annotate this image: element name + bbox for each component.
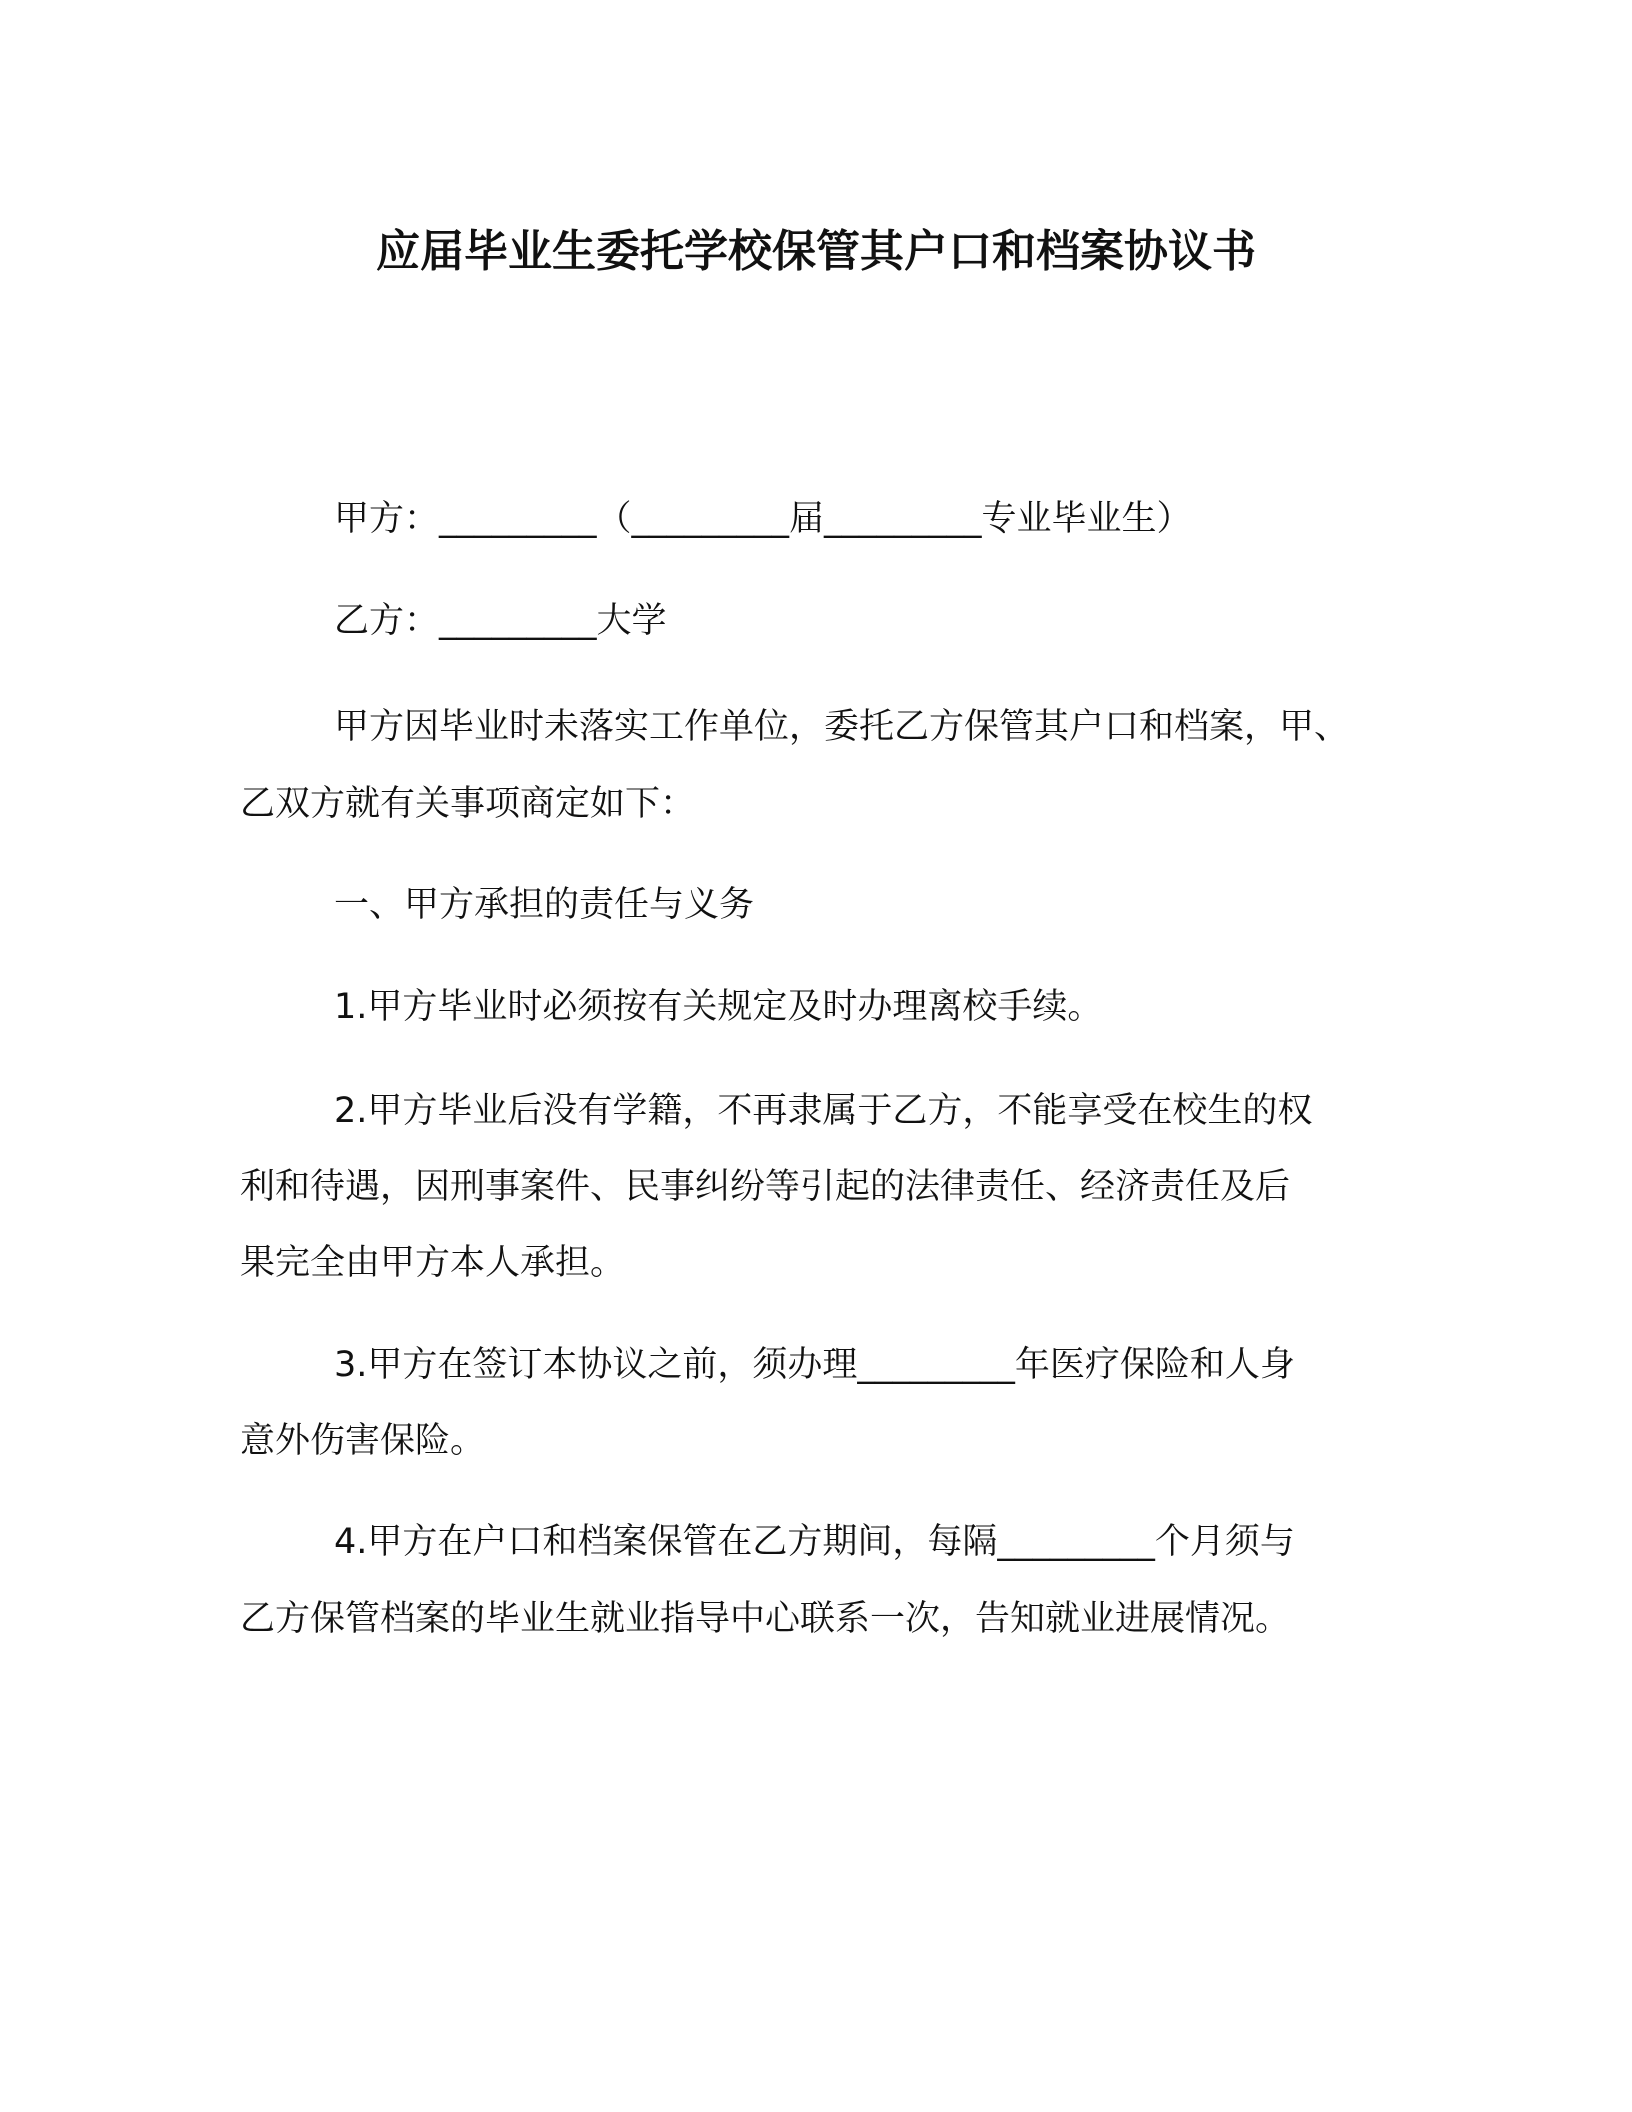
- clause-2-line-2: 利和待遇，因刑事案件、民事纠纷等引起的法律责任、经济责任及后: [240, 1167, 1291, 1207]
- clause-2-line-3: 果完全由甲方本人承担。: [240, 1243, 626, 1283]
- party-a-line: 甲方：_________（_________届_________专业毕业生）: [334, 499, 1192, 539]
- clause-4-line-1: 4.甲方在户口和档案保管在乙方期间，每隔_________个月须与: [334, 1522, 1295, 1562]
- party-b-line: 乙方：_________大学: [334, 601, 667, 641]
- clause-1-line-1: 1.甲方毕业时必须按有关规定及时办理离校手续。: [334, 987, 1103, 1027]
- clause-2-line-1: 2.甲方毕业后没有学籍，不再隶属于乙方，不能享受在校生的权: [334, 1091, 1313, 1131]
- document-title: 应届毕业生委托学校保管其户口和档案协议书: [376, 226, 1256, 277]
- clause-4-line-2: 乙方保管档案的毕业生就业指导中心联系一次，告知就业进展情况。: [240, 1599, 1291, 1639]
- section-heading: 一、甲方承担的责任与义务: [334, 885, 755, 925]
- intro-paragraph-line-2: 乙双方就有关事项商定如下：: [240, 784, 696, 824]
- clause-3-line-2: 意外伤害保险。: [240, 1421, 486, 1461]
- intro-paragraph-line-1: 甲方因毕业时未落实工作单位，委托乙方保管其户口和档案，甲、: [334, 707, 1350, 747]
- clause-3-line-1: 3.甲方在签订本协议之前，须办理_________年医疗保险和人身: [334, 1345, 1295, 1385]
